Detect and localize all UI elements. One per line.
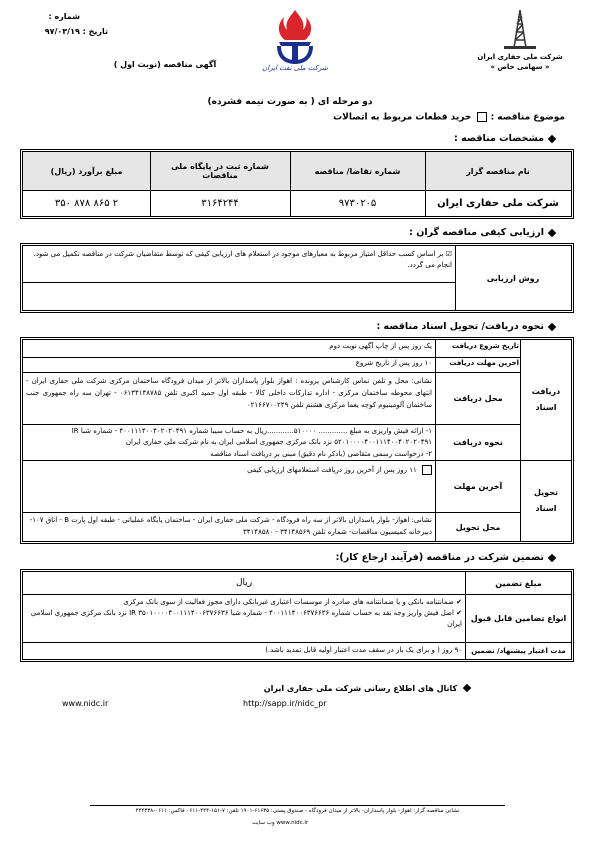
deliver-group-label: تحویل اسناد (534, 487, 558, 513)
guarantee-title: تضمین شرکت در مناقصه (فرآیند ارجاع کار): (336, 552, 555, 563)
diamond-bullet-icon (548, 134, 556, 142)
subject-checkbox[interactable] (477, 112, 487, 122)
deadline-label: آخرین مهلت دریافت (449, 359, 519, 367)
type-1-text: ضمانتنامه بانکی و یا ضمانتنامه های صادره از موسسات اعتباری غیربانکی دارای مجوز فعالیت از سوی بانک مرکزی (123, 598, 454, 606)
amount-label: مبلغ تضمین (495, 578, 542, 588)
submit-place-label: محل تحویل (455, 522, 501, 532)
channels-title: کانال های اطلاع رسانی شرکت ملی حفاری ایران (180, 684, 470, 693)
nioc-name: شرکت ملی نفت ایران (262, 64, 328, 72)
evaluation-text: ☑ بر اساس کسب حداقل امتیاز مربوط به معیارهای موجود در استعلام های ارزیابی کیفی که توسط متقاضیان شرکت در مناقصه تکمیل می شود، انجام می گردد. (33, 250, 452, 269)
submit-place-value: نشانی: اهواز- بلوار پاسداران بالاتر از سه راه فرودگاه - شرکت ملی حفاری ایران - ساختمان پایگاه عملیاتی - طبقه اول پارت B - اتاق ۱۰۷- دبیرخانه کمیسیون مناقصات- شماره تلفن ۳۴۱۴۸۵۶۹ - ۳۴۱۴۸۵۸۰ (29, 516, 432, 536)
types-list (26, 597, 462, 641)
date-label: تاریخ : (82, 27, 108, 36)
start-date-value: یک روز پس از چاپ آگهی نوبت دوم (329, 342, 432, 350)
specs-value-3: ۲ ۸۶۵ ۸۷۸ ۳۵۰ (54, 197, 119, 209)
amount-value: ریال (235, 578, 253, 588)
nidc-sub: « سهامی خاص » (490, 63, 550, 71)
method-value-1: ۱- ارائه فیش واریزی به مبلغ ............. ۵۱۰۰۰۰............ریال به حساب سیبا شماره ۴۰۰۱۱۱۴۰۰۴۰۲۰۲۰۴۹۱ - شماره شبا IR ۵۲۰۱۰۰۰۰۴۰۰۱۱۱۴۰۰۴۰۲۰۲۰۴۹۱ نزد بانک مرکزی جمهوری اسلامی ایران به نام شرکت ملی حفاری ایران (71, 427, 432, 446)
place-value: نشانی: محل و تلفن تماس کارشناس پرونده : اهواز بلوار پاسداران بالاتر از میدان فرودگاه ساختمان مرکزی شرکت ملی حفاری ایران - انتهای محوطه ساختمان مرکزی - اداره تدارکات داخلی کالا - طبقه اول حمید اکبری تلفن ۰۶۱۳۴۱۴۸۷۸۵ - تهران سه راه جمهوری جنب ساختمان آلومینیوم کوچه یغما مرکزی هشتم تلفن ۰۲۱۶۶۷۰۰۲۴۹ (26, 377, 432, 409)
derrick-icon (500, 8, 540, 50)
check-icon: ✔ (456, 609, 462, 617)
submit-deadline-value: ۱۱ روز پس از آخرین روز دریافت استعلامهای ارزیابی کیفی (247, 466, 417, 474)
ad-title: آگهی مناقصه (نوبت اول ) (113, 60, 217, 69)
specs-value-2: ۳۱۶۴۲۴۴ (201, 197, 239, 209)
subject-value: خرید قطعات مربوط به اتصالات (333, 112, 472, 123)
deadline-value: ۱۰ روز پس از تاریخ شروع (355, 359, 432, 367)
method-label: نحوه دریافت (453, 438, 503, 447)
number-label: شماره : (48, 12, 80, 21)
submit-deadline-checkbox[interactable] (422, 465, 432, 475)
stage-line: دو مرحله ای ( به صورت نیمه فشرده) (207, 97, 373, 107)
type-2-text: اصل فیش واریز وجه نقد به حساب شماره ۴۰۰۱۱۱۴۰۰۶۳۷۶۶۳۶ - شماره شبا IR ۳۵۰۱۰۰۰۰۴۰۰۱۱۱۴۰۰۶۳۷۶۶۳۶ نزد بانک مرکزی جمهوری اسلامی ایران (30, 609, 462, 628)
evaluation-method-label: روش ارزیابی (486, 273, 540, 283)
date-value: ۹۷/۰۳/۱۹ (44, 27, 80, 36)
specs-header-0: نام مناقصه گزار (466, 166, 530, 176)
specs-title: مشخصات مناقصه : (454, 133, 555, 144)
method-value-2: ۲- درخواست رسمی متقاضی (بادکر نام دقیق) مبنی بر دریافت اسناد مناقصه (210, 450, 432, 458)
nidc-name: شرکت ملی حفاری ایران (477, 53, 563, 61)
validity-value: ۹۰ روز ( و برای یک بار در سقف مدت اعتبار اولیه قابل تمدید باشد.) (265, 646, 462, 654)
start-date-label: تاریخ شروع دریافت (451, 342, 519, 350)
documents-title: نحوه دریافت/ تحویل اسناد مناقصه : (376, 321, 555, 332)
method-value (26, 426, 432, 460)
diamond-bullet-icon (548, 322, 556, 330)
sapp-link[interactable]: http://sapp.ir/nidc_pr (243, 699, 327, 708)
website-link[interactable]: www.nidc.ir (62, 699, 109, 708)
validity-label: مدت اعتبار پیشنهاد/ تضمین (471, 647, 566, 655)
specs-header-2: شماره ثبت در پایگاه ملی مناقصات (171, 162, 269, 180)
specs-header-3: مبلغ برآورد (ریال) (50, 166, 123, 176)
specs-value-0: شرکت ملی حفاری ایران (437, 197, 559, 209)
footer-divider (90, 805, 505, 806)
submit-deadline-label: آخرین مهلت (453, 482, 503, 491)
type-1-row (26, 597, 462, 608)
diamond-bullet-icon (463, 684, 471, 692)
place-label: محل دریافت (453, 394, 503, 403)
types-label: انواع تضامین قابل قبول (470, 614, 567, 623)
diamond-bullet-icon (548, 228, 556, 236)
type-2-row (26, 608, 462, 630)
date-row (18, 27, 108, 36)
evaluation-title: ارزیابی کیفی مناقصه گران : (409, 227, 555, 238)
specs-value-1: ۹۷۳۰۲۰۵ (338, 197, 377, 209)
specs-header-1: شماره تقاضا/ مناقصه (314, 166, 401, 176)
subject-label: موضوع مناقصه : (490, 112, 565, 123)
checked-box-icon[interactable]: ☑ (445, 250, 452, 258)
footer-address: نشانی مناقصه گزار: اهواز- بلوار پاسداران- بالاتر از میدان فرودگاه - صندوق پستی: ۶۱۶۳۵-۱۹۰۱ تلفن: ۷-۱۵۱-۴۴۴-۰۶۱۱ فاکس: ۰۶۱۱-۴۴۴۳۳۸ (135, 808, 460, 814)
subject-row (165, 112, 565, 123)
submit-deadline-row (26, 465, 432, 475)
footer-website: www.nidc.ir وب سایت (251, 820, 309, 826)
diamond-bullet-icon (548, 553, 556, 561)
receive-group-label: دریافت اسناد (531, 387, 561, 412)
nidc-logo (500, 8, 540, 50)
check-icon: ✔ (456, 598, 462, 606)
